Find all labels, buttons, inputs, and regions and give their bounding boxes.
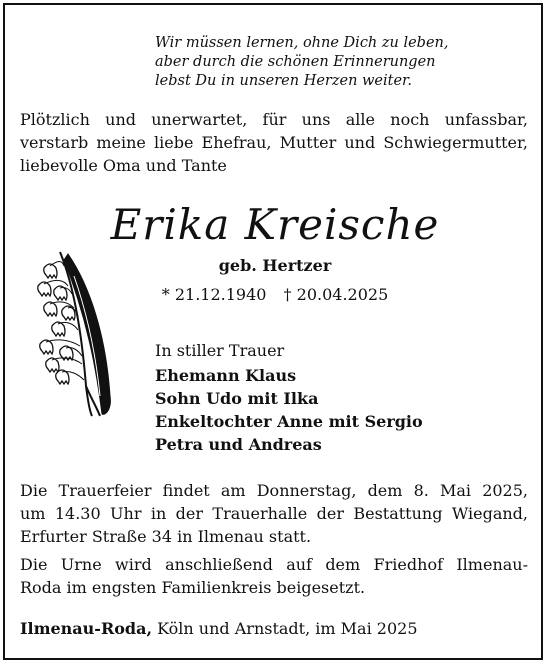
motto-line: lebst Du in unseren Herzen weiter. bbox=[155, 73, 413, 89]
deceased-name: Erika Kreische bbox=[110, 200, 440, 249]
funeral-details bbox=[20, 479, 528, 599]
funeral-paragraph bbox=[20, 479, 528, 548]
place-and-date bbox=[20, 619, 418, 638]
place-rest: Köln und Arnstadt, im Mai 2025 bbox=[157, 619, 418, 638]
lily-of-the-valley-icon bbox=[30, 246, 120, 418]
funeral-line: Erfurter Straße 34 in Ilmenau statt. bbox=[20, 527, 312, 546]
burial-line: Die Urne wird anschließend auf dem Friedhof Ilmenau- bbox=[20, 555, 528, 574]
funeral-line: um 14.30 Uhr in der Trauerhalle der Bestattung Wiegand, bbox=[20, 504, 528, 523]
mourners-block bbox=[155, 339, 423, 456]
motto-quote bbox=[155, 34, 455, 91]
mourner-name: Ehemann Klaus bbox=[155, 366, 297, 385]
intro-text bbox=[20, 108, 528, 177]
funeral-line: Die Trauerfeier findet am Donnerstag, dem 8. Mai 2025, bbox=[20, 481, 528, 500]
mourner-name: Enkeltochter Anne mit Sergio bbox=[155, 412, 423, 431]
motto-line: Wir müssen lernen, ohne Dich zu leben, bbox=[155, 35, 449, 51]
death-date: † 20.04.2025 bbox=[283, 285, 389, 304]
burial-paragraph bbox=[20, 553, 528, 599]
birth-name: geb. Hertzer bbox=[218, 256, 332, 275]
intro-line: Plötzlich und unerwartet, für uns alle noch unfassbar, bbox=[20, 110, 528, 129]
birth-date: * 21.12.1940 bbox=[161, 285, 267, 304]
place-bold: Ilmenau-Roda, bbox=[20, 619, 153, 638]
motto-line: aber durch die schönen Erinnerungen bbox=[155, 54, 436, 70]
mourner-name: Petra und Andreas bbox=[155, 435, 322, 454]
mourners-label: In stiller Trauer bbox=[155, 341, 285, 360]
intro-line: verstarb meine liebe Ehefrau, Mutter und Schwiegermutter, bbox=[20, 133, 528, 152]
mourner-name: Sohn Udo mit Ilka bbox=[155, 389, 319, 408]
burial-line: Roda im engsten Familienkreis beigesetzt. bbox=[20, 578, 366, 597]
intro-line: liebevolle Oma und Tante bbox=[20, 156, 227, 175]
